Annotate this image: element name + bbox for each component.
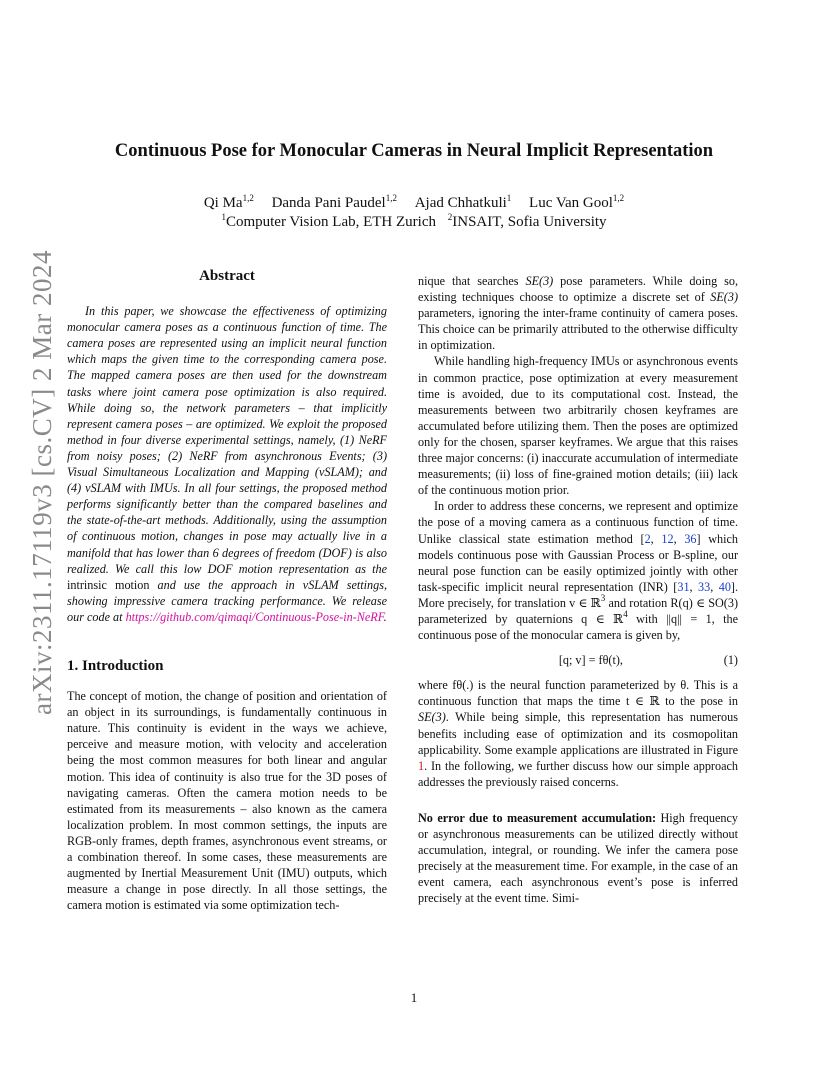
section-heading: 1. Introduction (67, 657, 164, 674)
affiliation: $^2$INSAIT, Sofia University (447, 212, 607, 230)
citation-link[interactable]: 2 (644, 531, 651, 546)
author: Qi Ma$^{1,2}$ (203, 193, 254, 211)
arxiv-identifier (24, 249, 60, 715)
code-link[interactable]: https://github.com/qimaqi/Continuous-Pose-in-NeRF (125, 609, 384, 624)
affiliation: $^1$Computer Vision Lab, ETH Zurich (221, 212, 436, 230)
paragraph: nique that searches SE(3) pose parameters. While doing so, existing techniques choose to optimize a discrete set of SE(3) parameters, ignoring the inter-frame continuity of camera poses. This choice can be primarily attributed to the otherwise difficulty in optimization. (418, 274, 738, 353)
paragraph: In order to address these concerns, we represent and optimize the pose of a moving camera as a continuous function of time. Unlike classical state estimation method [2, 12, 36] which models continuous pose with Gaussian Process or B-spline, our neural pose function can be easily optimized jointly with other task-specific implicit neural representation (INR) [31, 33, 40]. More precisely, for translation v ∈ ℝ$^3$ and rotation R(q) ∈ SO(3) parameterized by quaternions q ∈ ℝ$^4$ with ||q|| = 1, the continuous pose of the monocular camera is given by, (418, 499, 739, 643)
author: Luc Van Gool$^{1,2}$ (529, 193, 625, 211)
page-number: 1 (410, 990, 418, 1005)
citation-link[interactable]: 33 (698, 579, 711, 594)
equation-number: (1) (723, 653, 738, 668)
citation-link[interactable]: 40 (718, 579, 731, 594)
arxiv-identifier-text: arXiv:2311.17119v3 [cs.CV] 2 Mar 2024 (26, 249, 57, 715)
citation-link[interactable]: 36 (684, 531, 697, 546)
citation-link[interactable]: 12 (661, 531, 674, 546)
citation-link[interactable]: 31 (677, 579, 690, 594)
equation-body: [q; v] = fθ(t), (558, 653, 623, 668)
abstract-heading: Abstract (199, 268, 255, 284)
intro-paragraph: The concept of motion, the change of position and orientation of an object in its surroundings, is fundamentally continuous in nature. This continuity is evident in the ways we achieve, perceive and measure motion, with velocity and acceleration being the most common measures for both linear and angular motion. This idea of continuity is also true for the 3D poses of navigating cameras. Often the camera motion needs to be estimated from its measurements – also known as the camera localization problem. In most common settings, the inputs are RGB-only frames, depth frames, asynchronous event streams, or a combination thereof. In some cases, these measurements are augmented by Inertial Measurement Unit (IMU) outputs, which measure a change in pose directly. In all those settings, the camera motion is estimated via some optimization tech- (67, 689, 387, 913)
author: Danda Pani Paudel$^{1,2}$ (271, 193, 397, 211)
left-column (67, 268, 387, 913)
right-column (418, 273, 738, 906)
affiliation-list (0, 214, 828, 231)
figure-link[interactable]: 1 (418, 758, 425, 773)
paper-title: Continuous Pose for Monocular Cameras in Neural Implicit Representation (114, 141, 714, 161)
paragraph: where fθ(.) is the neural function parameterized by θ. This is a continuous function that maps the time t ∈ ℝ to the pose in SE(3). While being simple, this representation has numerous benefits including ease of optimization and its cosmopolitan applicability. Some example applications are illustrated in Figure 1. In the following, we further discuss how our simple approach addresses the previously raised concerns. (418, 678, 738, 789)
author-list (0, 195, 828, 212)
paragraph: No error due to measurement accumulation: High frequency or asynchronous measurements can be utilized directly without accumulation, integral, or rounding. We infer the camera pose precisely at the measurement time. For example, in the case of an event camera, each asynchronous event’s pose is inferred precisely at the event time. Simi- (418, 810, 738, 906)
author: Ajad Chhatkuli$^1$ (414, 193, 512, 211)
paragraph: While handling high-frequency IMUs or asynchronous events in common practice, pose optimization at every measurement time is avoided, due to its computational cost. Instead, the measurements between two arbitrarily chosen keyframes are accumulated before utilizing them. Then the poses are optimized only for the chosen, sparser keyframes. We argue that this raises three major concerns: (i) inaccurate accumulation of intermediate measurements; (ii) loss of fine-grained motion details; (iii) lack of the continuous motion prior. (418, 354, 738, 498)
equation-1 (418, 652, 738, 668)
abstract-text: In this paper, we showcase the effectiveness of optimizing monocular camera poses as a continuous function of time. The camera poses are represented using an implicit neural function which maps the given time to the corresponding camera pose. The mapped camera poses are then used for the downstream tasks where joint camera pose optimization is also required. While doing so, the network parameters – that implicitly represent camera poses – are optimized. We exploit the proposed method in four diverse experimental settings, namely, (1) NeRF from noisy poses; (2) NeRF from asynchronous Events; (3) Visual Simultaneous Localization and Mapping (vSLAM); and (4) vSLAM with IMUs. In all four settings, the proposed method performs significantly better than the compared baselines and the state-of-the-art methods. Additionally, using the assumption of continuous motion, changes in pose may actually live in a manifold that has lower than 6 degrees of freedom (DOF) is also realized. We call this low DOF motion representation as the intrinsic motion and use the approach in vSLAM settings, showing impressive camera tracking performance. We release our code at https://github.com/qimaqi/Continuous-Pose-in-NeRF. (67, 304, 387, 624)
